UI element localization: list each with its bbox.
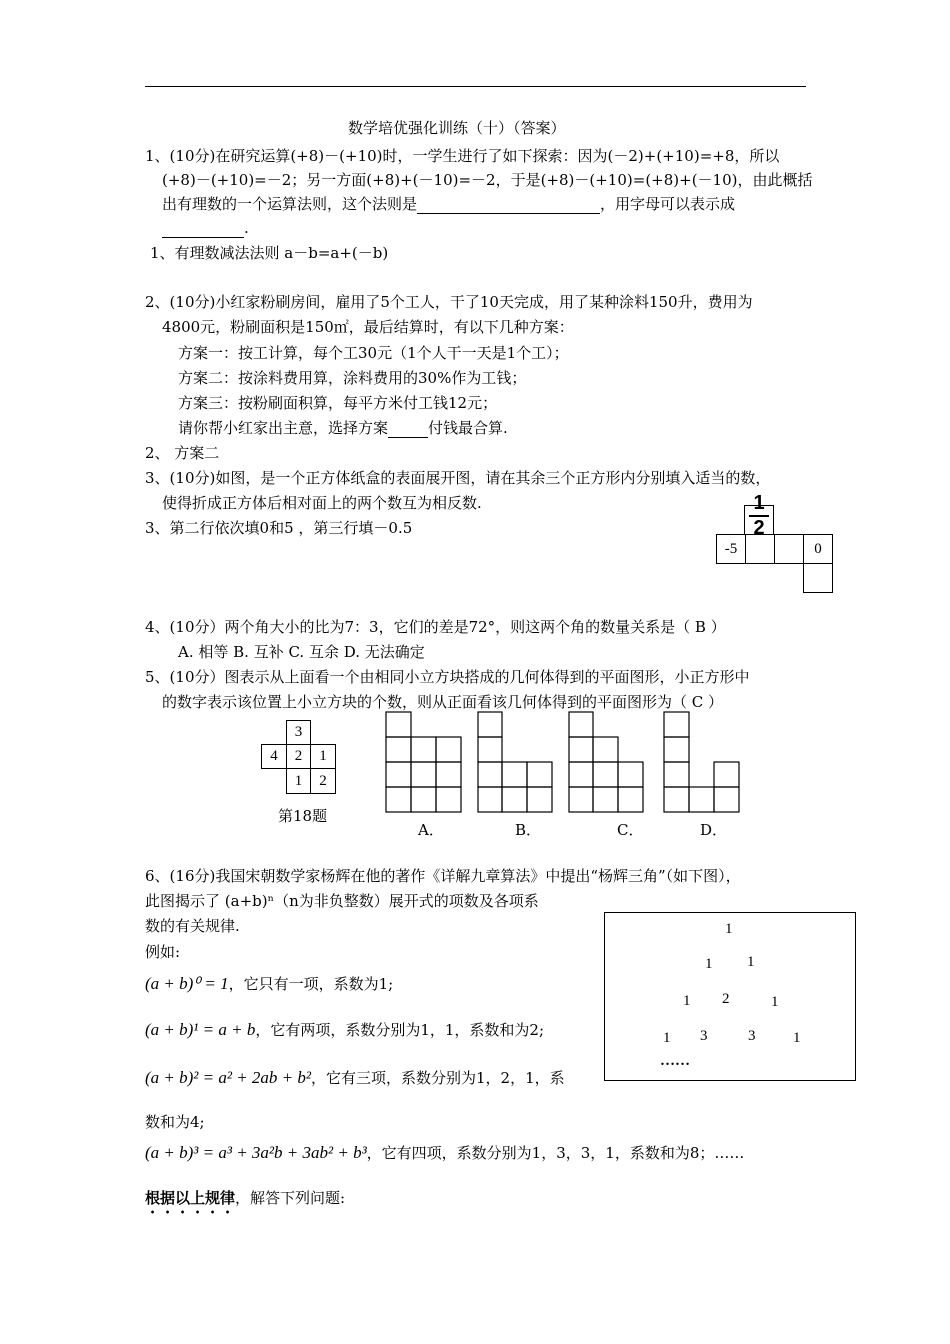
example-3-text: ，它有四项，系数分别为1，3，3，1，系数和为8；…… [366,1144,745,1162]
option-a-shape [386,712,461,812]
net-cell-answer-1[interactable] [745,534,775,564]
q3-line1: 3、(10分)如图，是一个正方体纸盒的表面展开图，请在其余三个正方形内分别填入适当的数， [145,469,771,487]
grid-cell: 2 [286,744,311,769]
grid-cell: 4 [261,744,287,769]
option-a-label: A． [418,821,444,839]
example-2 [145,1068,565,1088]
example-3 [145,1143,744,1163]
conclusion-rest: ，解答下列问题: [235,1189,346,1207]
triangle-number: 3 [748,1028,756,1044]
triangle-number: 1 [725,921,733,937]
q6-line1: 6、(16分)我国宋朝数学家杨辉在他的著作《详解九章算法》中提出“杨辉三角”（如下图）， [145,867,741,885]
example-2-cont: 数和为4; [145,1113,205,1131]
triangle-ellipsis: …… [660,1053,690,1069]
net-cell-answer-3[interactable] [803,563,833,593]
triangle-number: 1 [683,993,691,1009]
q2-ask [178,418,508,438]
net-cell-right: 0 [803,534,833,564]
q2-line2: 4800元，粉刷面积是150㎡，最后结算时，有以下几种方案： [162,318,574,336]
page-title: 数学培优强化训练（十）（答案） [348,119,566,137]
grid-cell: 3 [286,720,311,745]
conclusion-emphasis: 根据以上规律 [145,1189,236,1207]
q1-line3 [162,194,735,214]
triangle-number: 1 [663,1030,671,1046]
q6-line3: 数的有关规律. [145,917,240,935]
q2-answer-blank[interactable] [388,437,428,438]
q3-line2: 使得折成正方体后相对面上的两个数互为相反数. [162,494,482,512]
q2-ask-tail: 付钱最合算. [428,419,508,437]
fraction-denominator: 2 [753,517,765,539]
example-0-text: ，它只有一项，系数为1; [228,975,394,993]
header-rule [145,86,806,87]
q3-answer: 3、第二行依次填0和5 ，第三行填－0.5 [145,519,413,537]
q4-line1: 4、(10分）两个角大小的比为7：3，它们的差是72°，则这两个角的数量关系是（ B ） [145,618,726,636]
example-0 [145,974,393,994]
q1-answer-blank[interactable] [417,213,600,214]
front-view-options [380,708,750,816]
q6-line4: 例如: [145,943,181,961]
q2-line1: 2、(10分)小红家粉刷房间，雇用了5个工人，干了10天完成，用了某种涂料150升，费用为 [145,293,753,311]
yanghui-triangle-box [604,912,856,1081]
fraction-numerator: 1 [753,492,765,514]
triangle-number: 1 [705,956,713,972]
triangle-number: 2 [722,991,730,1007]
formula-3: (a + b)³ = a³ + 3a²b + 3ab² + b³ [145,1143,367,1162]
triangle-number: 1 [793,1030,801,1046]
q1-line2: (+8)－(+10)=－2；另一方面(+8)+(－10)=－2，于是(+8)－(+10)=(+8)+(－10)，由此概括 [162,171,813,189]
q1-line4 [162,218,249,238]
triangle-number: 1 [771,994,779,1010]
example-1 [145,1020,544,1040]
option-b-label: B． [515,821,542,839]
q2-answer: 2、 方案二 [145,444,220,462]
q2-plan1: 方案一：按工计算，每个工30元（1个人干一天是1个工）； [178,344,569,362]
option-c-shape [569,712,643,812]
q1-answer: 1、有理数减法法则 a－b=a+(－b) [150,244,389,262]
q1-line3-tail: ，用字母可以表示成 [600,195,736,213]
q5-line1: 5、(10分）图表示从上面看一个由相同小立方块搭成的几何体得到的平面图形，小正方形中 [145,668,750,686]
q2-ask-text: 请你帮小红家出主意，选择方案 [178,419,389,437]
figure-caption: 第18题 [278,807,328,825]
net-cell-left: -5 [716,534,746,564]
grid-cell: 1 [286,768,311,794]
triangle-number: 1 [747,954,755,970]
option-d-label: D． [700,821,728,839]
option-d-shape [664,712,739,812]
formula-2: (a + b)² = a² + 2ab + b² [145,1068,311,1087]
q1-formula-blank[interactable] [162,237,244,238]
example-1-text: ，它有两项，系数分别为1，1，系数和为2; [255,1021,545,1039]
formula-1: (a + b)¹ = a + b [145,1020,256,1039]
q6-line2: 此图揭示了 (a+b)ⁿ（n为非负整数）展开式的项数及各项系 [145,892,539,910]
option-b-shape [478,712,552,812]
q1-line3-text: 出有理数的一个运算法则，这个法则是 [162,195,418,213]
q1-period: . [244,219,249,237]
q2-plan2: 方案二：按涂料费用算，涂料费用的30%作为工钱； [178,369,527,387]
triangle-number: 3 [700,1028,708,1044]
example-2-text: ，它有三项，系数分别为1，2，1，系 [311,1069,565,1087]
grid-cell: 2 [310,768,336,794]
option-c-label: C． [617,821,644,839]
q6-conclusion [145,1188,345,1217]
net-cell-answer-2[interactable] [774,534,804,564]
q1-line1: 1、(10分)在研究运算(+8)－(+10)时，一学生进行了如下探索：因为(－2)+(+10)=+8，所以 [145,147,780,165]
q5-line2: 的数字表示该位置上小立方块的个数，则从正面看该几何体得到的平面图形为（ C ） [162,693,724,711]
q4-options: A. 相等 B. 互补 C. 互余 D. 无法确定 [178,643,425,661]
grid-cell: 1 [310,744,336,769]
q2-plan3: 方案三：按粉刷面积算，每平方米付工钱12元； [178,394,498,412]
formula-0: (a + b)⁰ = 1 [145,974,229,993]
